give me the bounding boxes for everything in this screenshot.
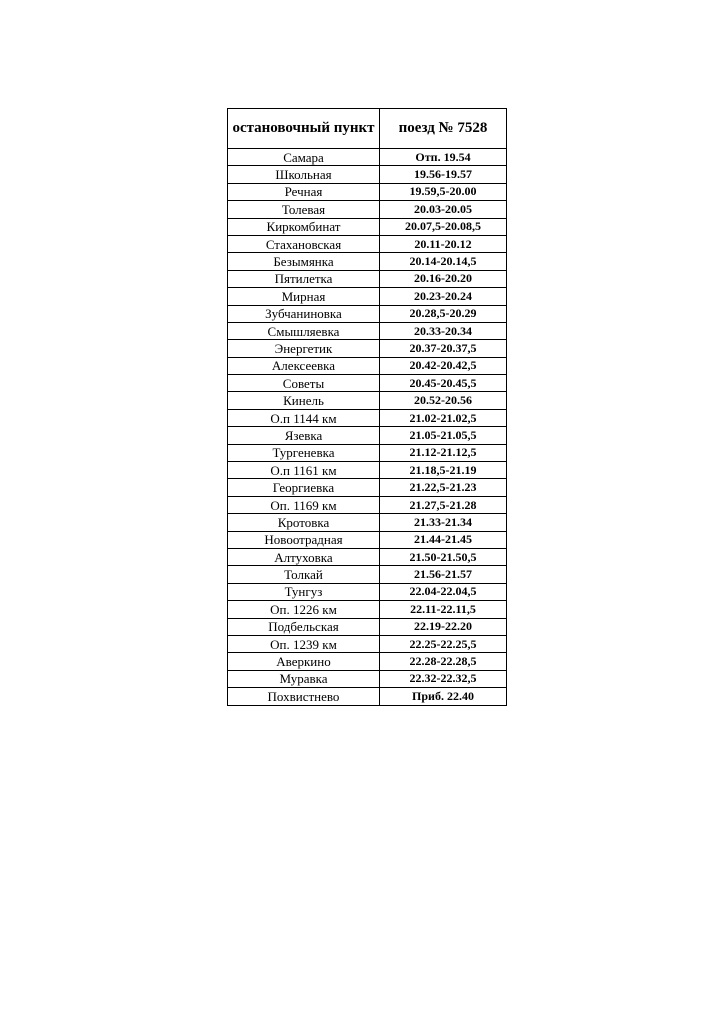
stop-time-cell: 22.25-22.25,5 (380, 635, 507, 652)
stop-time-cell: 21.12-21.12,5 (380, 444, 507, 461)
stop-name-cell: Киркомбинат (228, 218, 380, 235)
table-row (228, 253, 507, 270)
stop-time-cell: 20.52-20.56 (380, 392, 507, 409)
table-row (228, 357, 507, 374)
stop-time-cell: 20.11-20.12 (380, 235, 507, 252)
stop-time-cell: 22.11-22.11,5 (380, 601, 507, 618)
table-row (228, 183, 507, 200)
stop-name-cell: Кротовка (228, 514, 380, 531)
table-row (228, 479, 507, 496)
stop-name-cell: Похвистнево (228, 688, 380, 705)
stop-time-cell: 19.56-19.57 (380, 166, 507, 183)
table-row (228, 548, 507, 565)
column-header-stop: остановочный пункт (228, 109, 380, 149)
table-row (228, 392, 507, 409)
stop-name-cell: Толевая (228, 201, 380, 218)
table-row (228, 427, 507, 444)
stop-name-cell: Толкай (228, 566, 380, 583)
stop-name-cell: Муравка (228, 670, 380, 687)
table-row (228, 618, 507, 635)
table-row (228, 149, 507, 166)
stop-name-cell: О.п 1144 км (228, 409, 380, 426)
stop-time-cell: 21.02-21.02,5 (380, 409, 507, 426)
stop-time-cell: 20.28,5-20.29 (380, 305, 507, 322)
stop-time-cell: 21.44-21.45 (380, 531, 507, 548)
stop-time-cell: Отп. 19.54 (380, 149, 507, 166)
stop-time-cell: 22.04-22.04,5 (380, 583, 507, 600)
table-row (228, 496, 507, 513)
stop-name-cell: Школьная (228, 166, 380, 183)
table-row (228, 270, 507, 287)
stop-time-cell: 20.33-20.34 (380, 322, 507, 339)
table-row (228, 444, 507, 461)
stop-time-cell: 20.07,5-20.08,5 (380, 218, 507, 235)
stop-name-cell: Смышляевка (228, 322, 380, 339)
stop-name-cell: Аверкино (228, 653, 380, 670)
stop-time-cell: 20.23-20.24 (380, 288, 507, 305)
stop-name-cell: О.п 1161 км (228, 462, 380, 479)
table-row (228, 166, 507, 183)
table-row (228, 653, 507, 670)
stop-name-cell: Речная (228, 183, 380, 200)
table-row (228, 375, 507, 392)
stop-time-cell: 21.05-21.05,5 (380, 427, 507, 444)
stop-name-cell: Оп. 1226 км (228, 601, 380, 618)
stop-name-cell: Пятилетка (228, 270, 380, 287)
stop-time-cell: 21.18,5-21.19 (380, 462, 507, 479)
stop-time-cell: 20.37-20.37,5 (380, 340, 507, 357)
stop-name-cell: Тургеневка (228, 444, 380, 461)
stop-name-cell: Алексеевка (228, 357, 380, 374)
table-row (228, 201, 507, 218)
stop-name-cell: Новоотрадная (228, 531, 380, 548)
stop-time-cell: 21.50-21.50,5 (380, 548, 507, 565)
table-row (228, 218, 507, 235)
table-row (228, 235, 507, 252)
stop-name-cell: Стахановская (228, 235, 380, 252)
table-row (228, 670, 507, 687)
table-row (228, 514, 507, 531)
table-row (228, 340, 507, 357)
table-row (228, 462, 507, 479)
stop-name-cell: Оп. 1169 км (228, 496, 380, 513)
stop-time-cell: 20.42-20.42,5 (380, 357, 507, 374)
stop-name-cell: Энергетик (228, 340, 380, 357)
stop-name-cell: Георгиевка (228, 479, 380, 496)
stop-name-cell: Оп. 1239 км (228, 635, 380, 652)
stop-time-cell: 20.03-20.05 (380, 201, 507, 218)
column-header-train: поезд № 7528 (380, 109, 507, 149)
stop-time-cell: 19.59,5-20.00 (380, 183, 507, 200)
stop-name-cell: Советы (228, 375, 380, 392)
table-row (228, 688, 507, 705)
stop-name-cell: Кинель (228, 392, 380, 409)
stop-time-cell: 20.16-20.20 (380, 270, 507, 287)
stop-time-cell: 22.28-22.28,5 (380, 653, 507, 670)
stop-name-cell: Алтуховка (228, 548, 380, 565)
table-row (228, 322, 507, 339)
timetable (227, 108, 507, 706)
stop-name-cell: Безымянка (228, 253, 380, 270)
table-row (228, 601, 507, 618)
table-row (228, 531, 507, 548)
table-row (228, 635, 507, 652)
timetable-body (228, 149, 507, 706)
table-row (228, 566, 507, 583)
stop-time-cell: 21.33-21.34 (380, 514, 507, 531)
table-row (228, 583, 507, 600)
stop-name-cell: Зубчаниновка (228, 305, 380, 322)
table-row (228, 305, 507, 322)
table-row (228, 288, 507, 305)
stop-name-cell: Язевка (228, 427, 380, 444)
stop-time-cell: 21.56-21.57 (380, 566, 507, 583)
stop-time-cell: 20.45-20.45,5 (380, 375, 507, 392)
stop-time-cell: 20.14-20.14,5 (380, 253, 507, 270)
stop-time-cell: 22.32-22.32,5 (380, 670, 507, 687)
stop-time-cell: 21.27,5-21.28 (380, 496, 507, 513)
header-row (228, 109, 507, 149)
stop-time-cell: Приб. 22.40 (380, 688, 507, 705)
stop-name-cell: Мирная (228, 288, 380, 305)
stop-name-cell: Самара (228, 149, 380, 166)
stop-time-cell: 22.19-22.20 (380, 618, 507, 635)
stop-name-cell: Подбельская (228, 618, 380, 635)
table-row (228, 409, 507, 426)
stop-time-cell: 21.22,5-21.23 (380, 479, 507, 496)
stop-name-cell: Тунгуз (228, 583, 380, 600)
